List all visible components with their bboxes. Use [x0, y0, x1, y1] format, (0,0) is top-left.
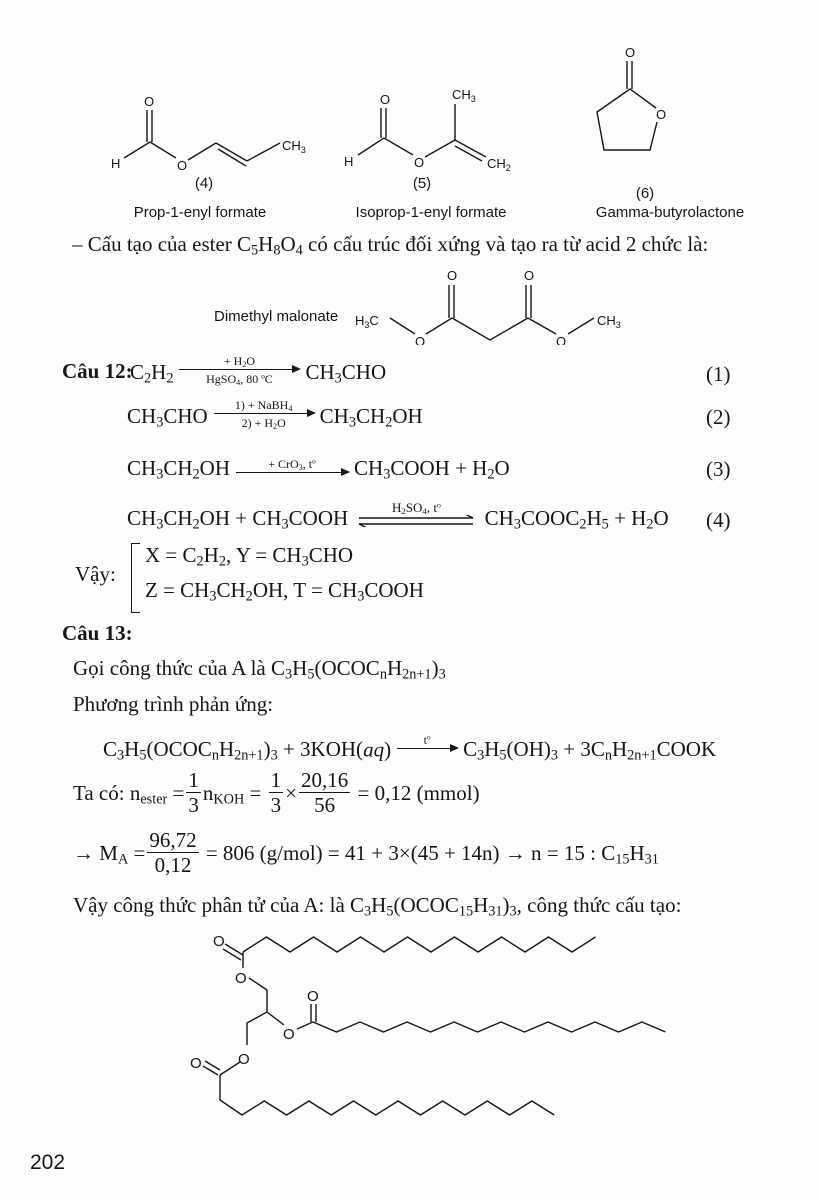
reaction-3: $CH_3CH_2OH$ + CrO$_3$, $t^o$ $CH_3COOH + H_2O$	[127, 456, 510, 483]
atom-label: O	[235, 970, 247, 987]
structure-prop-1-enyl-formate	[111, 94, 306, 221]
reaction-2: $CH_3CHO$ 1) + NaBH$_4$ $2) + H_2O$ $CH_3CH_2OH$	[127, 398, 423, 432]
reaction-number: (3)	[706, 457, 731, 481]
atom-label: O	[414, 155, 425, 170]
reaction-1: $C_2H_2$ + $H_2O$ HgSO$_4$, 80 $^o$C $CH_3CHO$	[130, 354, 387, 388]
saponification-reaction: $C_3H_5(OCOC_nH_{2n+1})_3 + 3KOH(aq)$ $t^o$ $C_3H_5(OH)_3$ + $3C_nH_{2n+1}COOK$	[103, 733, 717, 764]
atom-label: O	[213, 933, 225, 950]
equilibrium-arrow: $H_2SO_4$, $t^o$	[357, 501, 475, 527]
conclusion-line: $Z = CH_3CH_2OH$, $T = CH_3COOH$	[145, 578, 424, 605]
reaction-number: (4)	[706, 508, 731, 532]
structure-name: Isoprop-1-enyl formate	[355, 204, 507, 221]
atom-label: O	[447, 268, 458, 283]
atom-label: $CH_3$	[282, 138, 306, 155]
structure-number: (4)	[194, 175, 214, 192]
atom-label: $H_3C$	[355, 313, 379, 330]
fatty-acid-chain	[243, 937, 596, 952]
atom-label: O	[380, 92, 391, 107]
atom-label: O	[625, 45, 636, 60]
top-structures	[0, 0, 819, 345]
ester-intro: – Cấu tạo của ester $C_5H_8O_4$ có cấu trúc đối xứng và tạo ra từ acid 2 chức là:	[72, 232, 709, 259]
structure-dimethyl-malonate	[214, 268, 621, 345]
atom-label: $CH_2$	[487, 156, 511, 173]
atom-label: H	[344, 154, 354, 169]
atom-label: O	[656, 107, 667, 122]
calculation-moles: Ta có: $n_{ester}$ = $\frac{1}{3}$ $n_{KOH}$ = $\frac{1}{3}$ × $\frac{20,16}{56}$ = 0,12 (mmol)	[73, 768, 480, 817]
atom-label: O	[177, 158, 188, 173]
atom-label: O	[283, 1026, 295, 1043]
tripalmitin-structure	[0, 915, 819, 1125]
question-12-label: Câu 12:	[62, 359, 133, 383]
equation-heading: Phương trình phản ứng:	[73, 692, 274, 716]
calculation-molar-mass: → $M_A$ = $\frac{96,72}{0,12}$ = 806 (g/mol) = 41 + 3×(45 + 14n) → n = 15 : $C_{15}H_{31}$	[73, 828, 659, 877]
question-13-label: Câu 13:	[62, 621, 133, 645]
structure-gamma-butyrolactone	[596, 45, 744, 221]
molecular-formula-statement: Vậy công thức phân tử của A: là $C_3H_5(OCOC_{15}H_{31})_3$, công thức cấu tạo:	[73, 893, 682, 920]
atom-label: H	[111, 156, 121, 171]
structure-name: Prop-1-enyl formate	[133, 204, 267, 221]
conclusion-line: $X = C_2H_2$, $Y = CH_3CHO$	[145, 543, 354, 570]
reaction-number: (2)	[706, 405, 731, 429]
structure-name: Gamma-butyrolactone	[595, 204, 745, 221]
bracket	[131, 543, 140, 613]
atom-label: O	[556, 334, 567, 345]
structure-isoprop-1-enyl-formate	[344, 87, 511, 221]
structure-number: (6)	[635, 185, 655, 202]
fatty-acid-chain	[313, 1022, 666, 1032]
atom-label: O	[415, 334, 426, 345]
formula-statement: Gọi công thức của A là $C_3H_5(OCOC_nH_{2n+1})_3$	[73, 656, 446, 683]
fatty-acid-chain	[220, 1075, 554, 1115]
atom-label: $CH_3$	[452, 87, 476, 104]
atom-label: O	[144, 94, 155, 109]
structure-name: Dimethyl malonate	[214, 308, 339, 325]
atom-label: O	[307, 988, 319, 1005]
atom-label: $CH_3$	[597, 313, 621, 330]
page-number: 202	[30, 1151, 66, 1174]
reaction-4: $CH_3CH_2OH$ + $CH_3COOH$ $H_2SO_4$, $t^o$ $CH_3COOC_2H_5 + H_2O$	[127, 500, 669, 533]
reaction-number: (1)	[706, 362, 731, 386]
atom-label: O	[190, 1055, 202, 1072]
atom-label: O	[524, 268, 535, 283]
atom-label: O	[238, 1051, 250, 1068]
structure-number: (5)	[412, 175, 432, 192]
conclusion-label: Vậy:	[75, 562, 116, 586]
